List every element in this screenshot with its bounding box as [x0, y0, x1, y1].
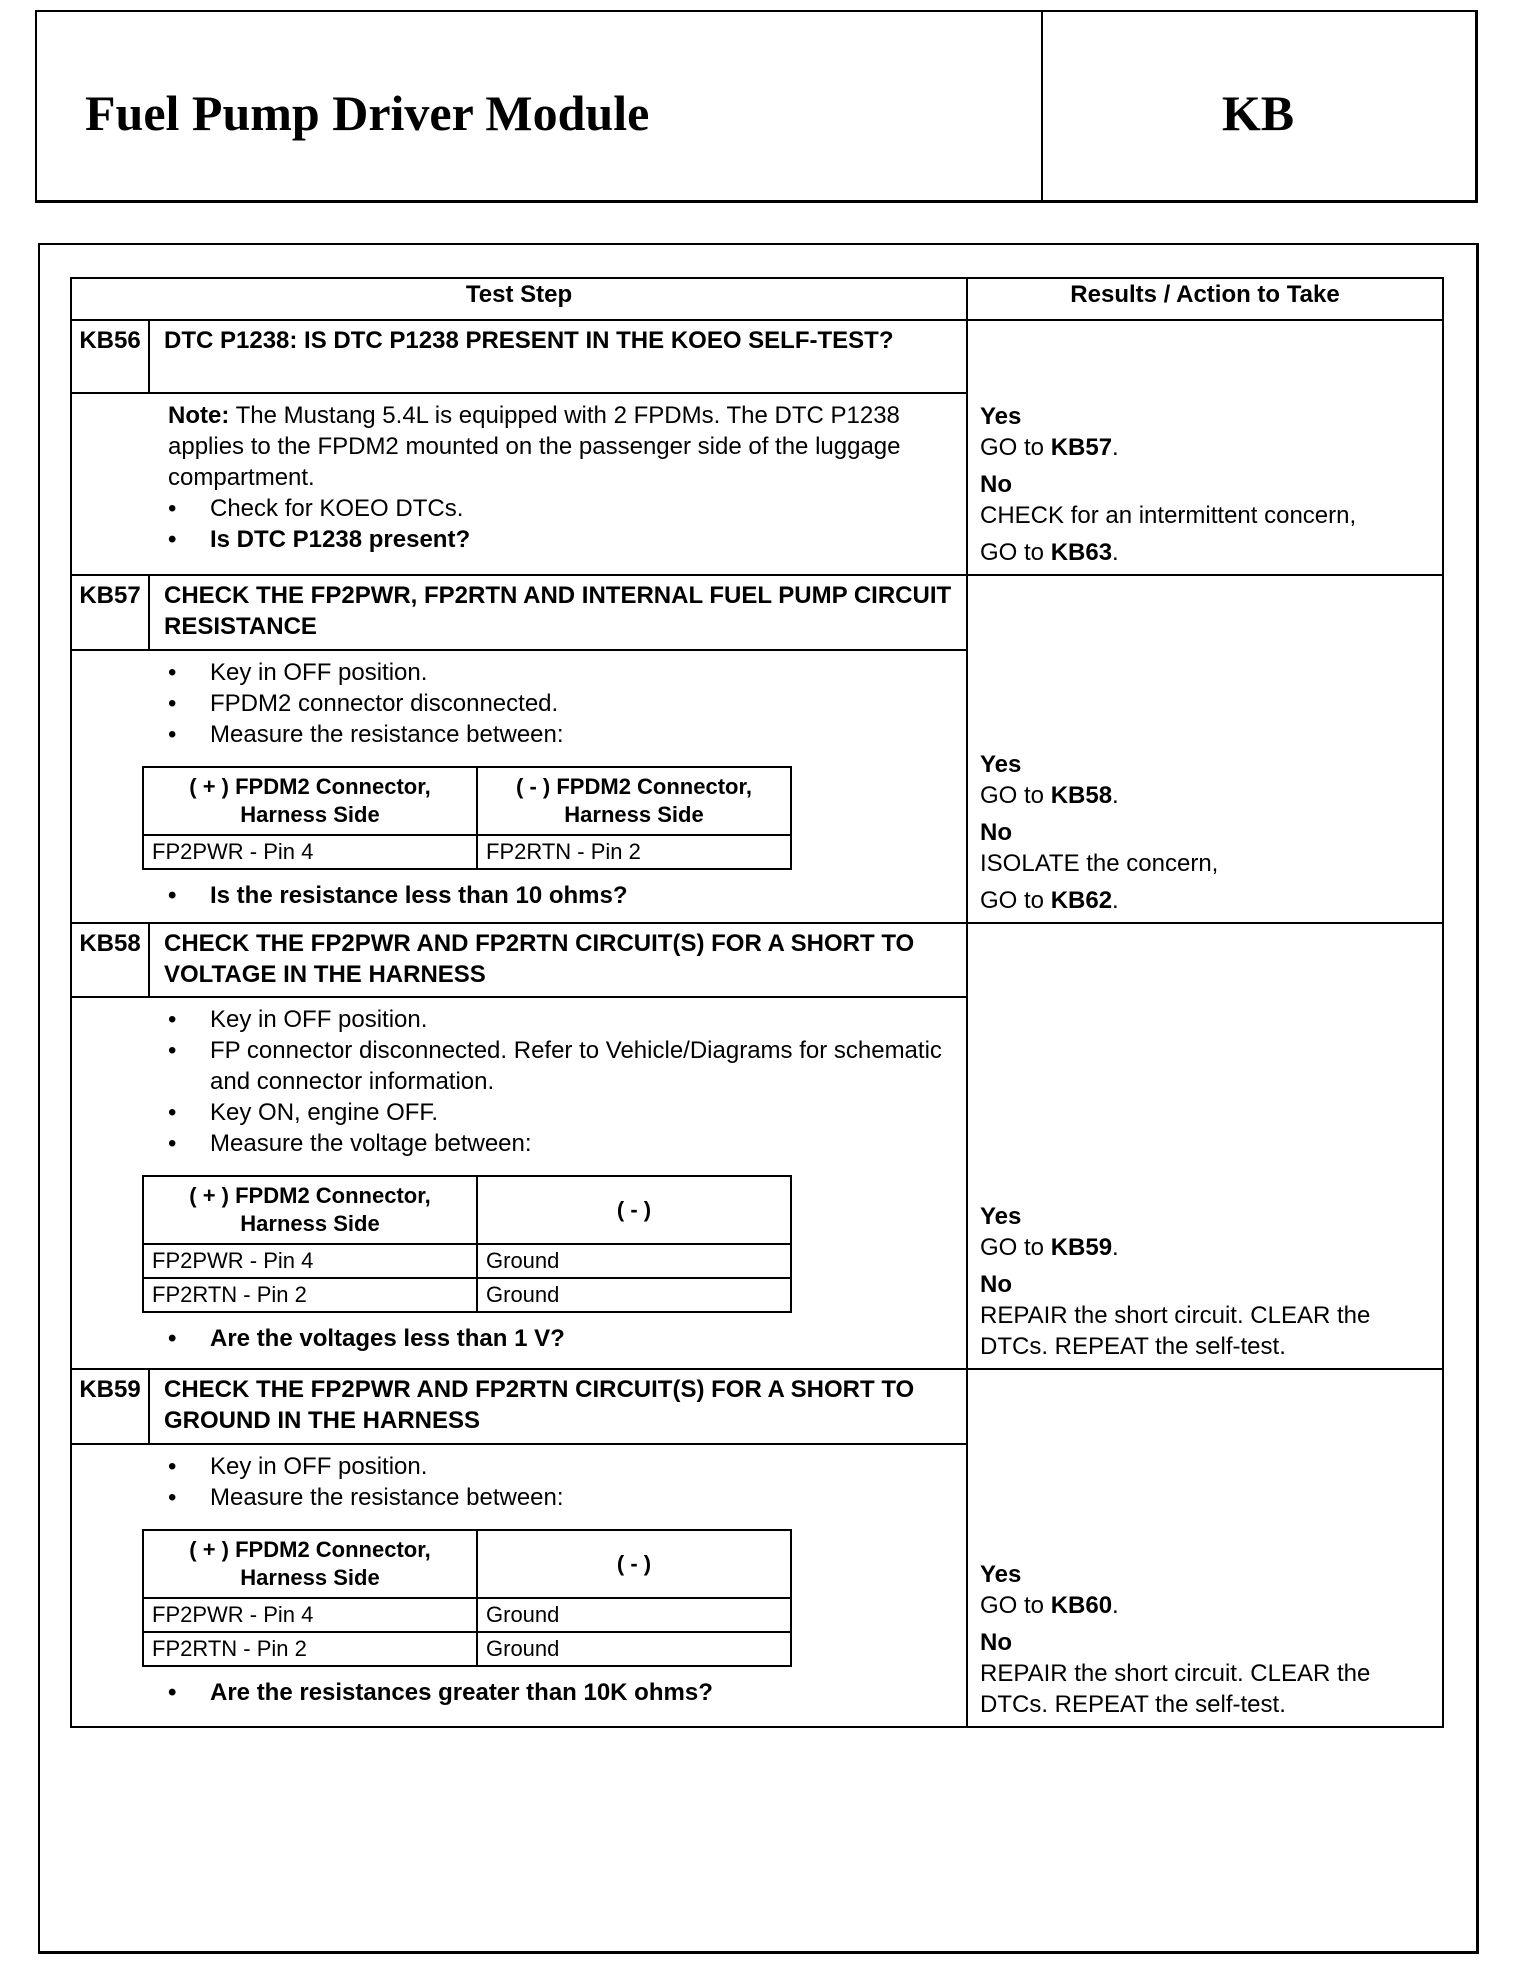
page-header: [35, 10, 1478, 203]
yes-text: GO to: [980, 434, 1051, 461]
no-action: ISOLATE the concern,: [980, 850, 1219, 877]
step-question: • Are the resistances greater than 10K ohms?: [168, 1677, 956, 1708]
step-title-row: [71, 1369, 1443, 1444]
bullet-item: • Measure the resistance between:: [168, 1482, 956, 1513]
step-body: [71, 997, 967, 1369]
note: [168, 400, 956, 493]
step-results: [967, 575, 1443, 923]
subtable-cell: FP2PWR - Pin 4: [143, 1598, 477, 1632]
note-text: The Mustang 5.4L is equipped with 2 FPDMs. The DTC P1238 applies to the FPDM2 mounted on the passenger side of the luggage compartment.: [168, 402, 901, 491]
bullet-item: • Check for KOEO DTCs.: [168, 493, 956, 524]
no-action: CHECK for an intermittent concern,: [980, 502, 1357, 529]
bullet-item: • FP connector disconnected. Refer to Vehicle/Diagrams for schematic and connector information.: [168, 1035, 956, 1097]
subtable-header-positive: ( + ) FPDM2 Connector, Harness Side: [143, 1176, 477, 1244]
yes-target-link[interactable]: KB59: [1050, 1234, 1113, 1261]
yes-text: GO to: [980, 1592, 1051, 1619]
no-target-link[interactable]: KB62: [1050, 887, 1113, 914]
subtable-row: [143, 1244, 791, 1278]
yes-label: Yes: [980, 751, 1022, 778]
yes-label: Yes: [980, 1561, 1022, 1588]
step-title: CHECK THE FP2PWR AND FP2RTN CIRCUIT(S) FOR A SHORT TO VOLTAGE IN THE HARNESS: [149, 923, 967, 997]
subtable-header-positive: ( + ) FPDM2 Connector, Harness Side: [143, 1530, 477, 1598]
no-action: REPAIR the short circuit. CLEAR the DTCs. REPEAT the self-test.: [980, 1302, 1371, 1360]
step-title-row: [71, 923, 1443, 997]
step-title: CHECK THE FP2PWR, FP2RTN AND INTERNAL FUEL PUMP CIRCUIT RESISTANCE: [149, 575, 967, 650]
bullet-item: • Key in OFF position.: [168, 657, 956, 688]
step-title: CHECK THE FP2PWR AND FP2RTN CIRCUIT(S) FOR A SHORT TO GROUND IN THE HARNESS: [149, 1369, 967, 1444]
subtable-row: [143, 835, 791, 869]
subtable-header-negative: ( - ) FPDM2 Connector, Harness Side: [477, 767, 791, 835]
no-label: No: [980, 1271, 1012, 1298]
test-step-table: [70, 277, 1444, 1728]
step-title: DTC P1238: IS DTC P1238 PRESENT IN THE KOEO SELF-TEST?: [149, 320, 967, 393]
step-body: [71, 650, 967, 923]
no-go-text: GO to: [980, 539, 1051, 566]
no-goto: GO to KB62.: [980, 887, 1119, 914]
no-label: No: [980, 471, 1012, 498]
yes-action: GO to KB59.: [980, 1234, 1119, 1261]
col-test-step: Test Step: [71, 278, 967, 320]
subtable-cell: Ground: [477, 1598, 791, 1632]
yes-target-link[interactable]: KB60: [1050, 1592, 1113, 1619]
subtable-row: [143, 1632, 791, 1666]
subtable-cell: FP2PWR - Pin 4: [143, 835, 477, 869]
yes-target-link[interactable]: KB58: [1050, 782, 1113, 809]
step-body: [71, 1444, 967, 1727]
yes-target-link[interactable]: KB57: [1050, 434, 1113, 461]
bullet-item: • Key ON, engine OFF.: [168, 1097, 956, 1128]
step-results: [967, 923, 1443, 1369]
col-results: Results / Action to Take: [967, 278, 1443, 320]
step-id: KB57: [71, 575, 149, 650]
yes-action: GO to KB58.: [980, 782, 1119, 809]
subtable-cell: FP2RTN - Pin 2: [143, 1632, 477, 1666]
subtable-header-negative: ( - ): [477, 1530, 791, 1598]
measurement-table: [142, 766, 792, 870]
yes-text: GO to: [980, 1234, 1051, 1261]
section-code: KB: [1221, 85, 1295, 141]
yes-label: Yes: [980, 1203, 1022, 1230]
step-id: KB58: [71, 923, 149, 997]
bullet-item: • Measure the voltage between:: [168, 1128, 956, 1159]
bullet-item: • Key in OFF position.: [168, 1004, 956, 1035]
no-label: No: [980, 1629, 1012, 1656]
subtable-cell: FP2RTN - Pin 2: [477, 835, 791, 869]
measurement-table: [142, 1175, 792, 1313]
bullet-item: • Key in OFF position.: [168, 1451, 956, 1482]
subtable-row: [143, 1278, 791, 1312]
note-label: Note:: [168, 402, 230, 429]
no-target-link[interactable]: KB63: [1050, 539, 1113, 566]
no-action: REPAIR the short circuit. CLEAR the DTCs. REPEAT the self-test.: [980, 1660, 1371, 1718]
no-go-text: GO to: [980, 887, 1051, 914]
subtable-cell: Ground: [477, 1244, 791, 1278]
page-title: Fuel Pump Driver Module: [85, 85, 650, 141]
yes-text: GO to: [980, 782, 1051, 809]
step-results: [967, 320, 1443, 575]
yes-label: Yes: [980, 403, 1022, 430]
subtable-cell: FP2PWR - Pin 4: [143, 1244, 477, 1278]
step-title-row: [71, 575, 1443, 650]
step-question: • Is DTC P1238 present?: [168, 524, 956, 555]
subtable-cell: Ground: [477, 1632, 791, 1666]
bullet-item: • FPDM2 connector disconnected.: [168, 688, 956, 719]
step-id: KB56: [71, 320, 149, 393]
step-question: • Are the voltages less than 1 V?: [168, 1323, 956, 1354]
yes-action: GO to KB57.: [980, 434, 1119, 461]
step-id: KB59: [71, 1369, 149, 1444]
no-goto: GO to KB63.: [980, 539, 1119, 566]
subtable-header-negative: ( - ): [477, 1176, 791, 1244]
step-results: [967, 1369, 1443, 1727]
subtable-header-positive: ( + ) FPDM2 Connector, Harness Side: [143, 767, 477, 835]
subtable-cell: Ground: [477, 1278, 791, 1312]
bullet-item: • Measure the resistance between:: [168, 719, 956, 750]
step-question: • Is the resistance less than 10 ohms?: [168, 880, 956, 911]
subtable-row: [143, 1598, 791, 1632]
step-title-row: [71, 320, 1443, 393]
measurement-table: [142, 1529, 792, 1667]
yes-action: GO to KB60.: [980, 1592, 1119, 1619]
no-label: No: [980, 819, 1012, 846]
table-header-row: [71, 278, 1443, 320]
subtable-cell: FP2RTN - Pin 2: [143, 1278, 477, 1312]
step-body: [71, 393, 967, 575]
